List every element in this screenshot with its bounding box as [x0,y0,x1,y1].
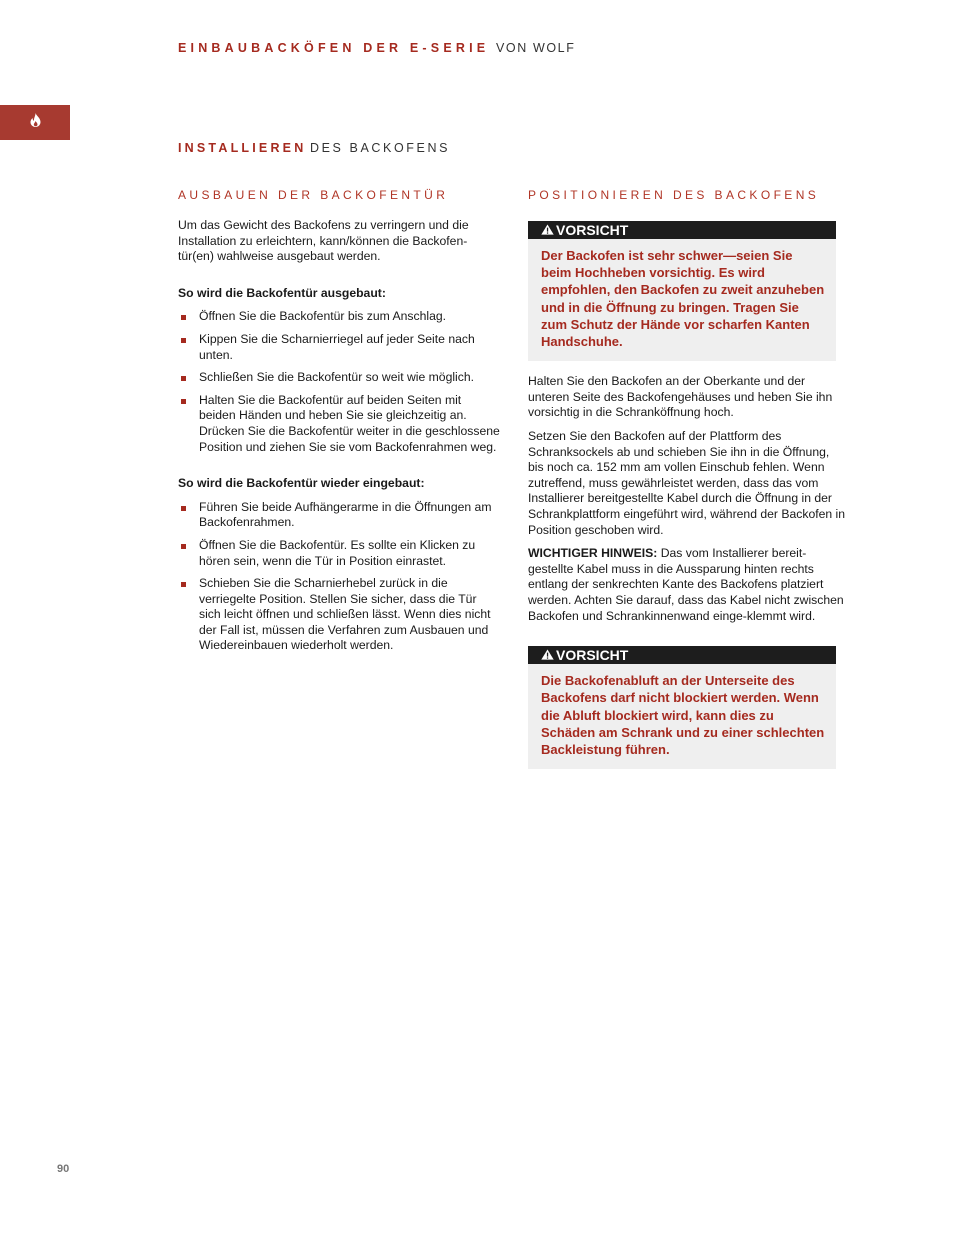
bullet-icon [181,506,186,511]
position-paragraph-2: Setzen Sie den Backofen auf der Plattform des Schranksockels ab und schieben Sie ihn in die Öffnung, bis noch ca. 152 mm am vollen Einschub fehlen. Wenn zutreffend, muss gewährleistet werden, dass das vom Installierer bereitgestellte Kabel durch die Öffnung in der Schrankplattform eingeführt wird, während der Backofen in Position geschoben wird. [528,429,846,537]
install-steps-list [178,500,500,654]
bullet-icon [181,338,186,343]
bullet-icon [181,315,186,320]
warning-triangle-icon [541,646,556,664]
warning-box-weight [528,221,836,361]
bullet-icon [181,376,186,381]
section-title-strong: INSTALLIEREN [178,141,307,155]
right-column [528,188,848,769]
warning-text: Die Backofenabluft an der Unterseite des Backofens darf nicht blockiert werden. Wenn die Abluft blockiert wird, kann dies zu Schäden am Schrank und zu einer schlechten Backleistung führen. [541,673,825,757]
page-number: 90 [57,1163,70,1175]
list-item: Öffnen Sie die Backofentür. Es sollte ein Klicken zu hören sein, wenn die Tür in Position einrastet. [178,538,500,569]
position-paragraph-1: Halten Sie den Backofen an der Oberkante und der unteren Seite des Backofengehäuses und heben Sie ihn vorsichtig in die Schranköffnung hoch. [528,374,833,420]
list-item: Öffnen Sie die Backofentür bis zum Anschlag. [178,309,500,325]
list-item: Führen Sie beide Aufhängerarme in die Öffnungen am Backofenrahmen. [178,500,500,531]
remove-heading: So wird die Backofentür ausgebaut: [178,285,386,300]
bullet-icon [181,399,186,404]
list-item: Halten Sie die Backofentür auf beiden Seiten mit beiden Händen und heben Sie sie gleichzeitig an. Drücken Sie die Backofentür weiter in die geschlossene Position und ziehen Sie sie vom Backofenrahmen weg. [178,393,500,455]
flame-icon [30,113,41,132]
important-note-text: Das vom Installierer bereit-gestellte Kabel muss in die Aussparung hinten rechts entlang der senkrechten Kante des Backofens platziert werden. Achten Sie darauf, dass das Kabel nicht zwischen Backofen und Schrankinnenwand einge-klemmt wird. [528,546,844,623]
warning-bar [528,221,836,239]
list-item: Schließen Sie die Backofentür so weit wie möglich. [178,370,500,386]
header-brand: VON WOLF [496,41,576,55]
install-heading: So wird die Backofentür wieder eingebaut: [178,476,425,491]
running-header [178,41,575,55]
bullet-icon [181,544,186,549]
subtitle-position-oven: POSITIONIEREN DES BACKOFENS [528,188,820,202]
intro-paragraph: Um das Gewicht des Backofens zu verringern und die Installation zu erleichtern, kann/können die Backofen-tür(en) wahlweise ausgebaut werden. [178,218,469,264]
section-tab [0,105,70,140]
left-column [178,188,500,661]
bullet-icon [181,582,186,587]
subtitle-remove-door: AUSBAUEN DER BACKOFENTÜR [178,188,449,202]
important-note [528,546,848,624]
warning-text: Der Backofen ist sehr schwer—seien Sie beim Hochheben vorsichtig. Es wird empfohlen, den Backofen zu zweit anzuheben und in die Öffnung zu bringen. Tragen Sie zum Schutz der Hände vor scharfen Kanten Handschuhe. [541,248,825,350]
list-item: Schieben Sie die Scharnierhebel zurück in die verriegelte Position. Stellen Sie sicher, dass die Tür sich leicht öffnen und schließen lässt. Wenn dies nicht der Fall ist, müssen die Verfahren zum Ausbauen und Wiedereinbauen wiederholt werden. [178,576,500,654]
warning-label: VORSICHT [556,647,629,664]
list-item: Kippen Sie die Scharnierriegel auf jeder Seite nach unten. [178,332,500,363]
important-note-label: WICHTIGER HINWEIS: [528,546,658,561]
section-title [178,141,450,155]
warning-bar [528,646,836,664]
header-title: EINBAUBACKÖFEN DER E-SERIE [178,41,490,55]
section-title-light: DES BACKOFENS [309,141,451,155]
warning-box-exhaust [528,646,836,769]
remove-steps-list [178,309,500,455]
warning-label: VORSICHT [556,222,629,238]
warning-triangle-icon [541,221,556,239]
